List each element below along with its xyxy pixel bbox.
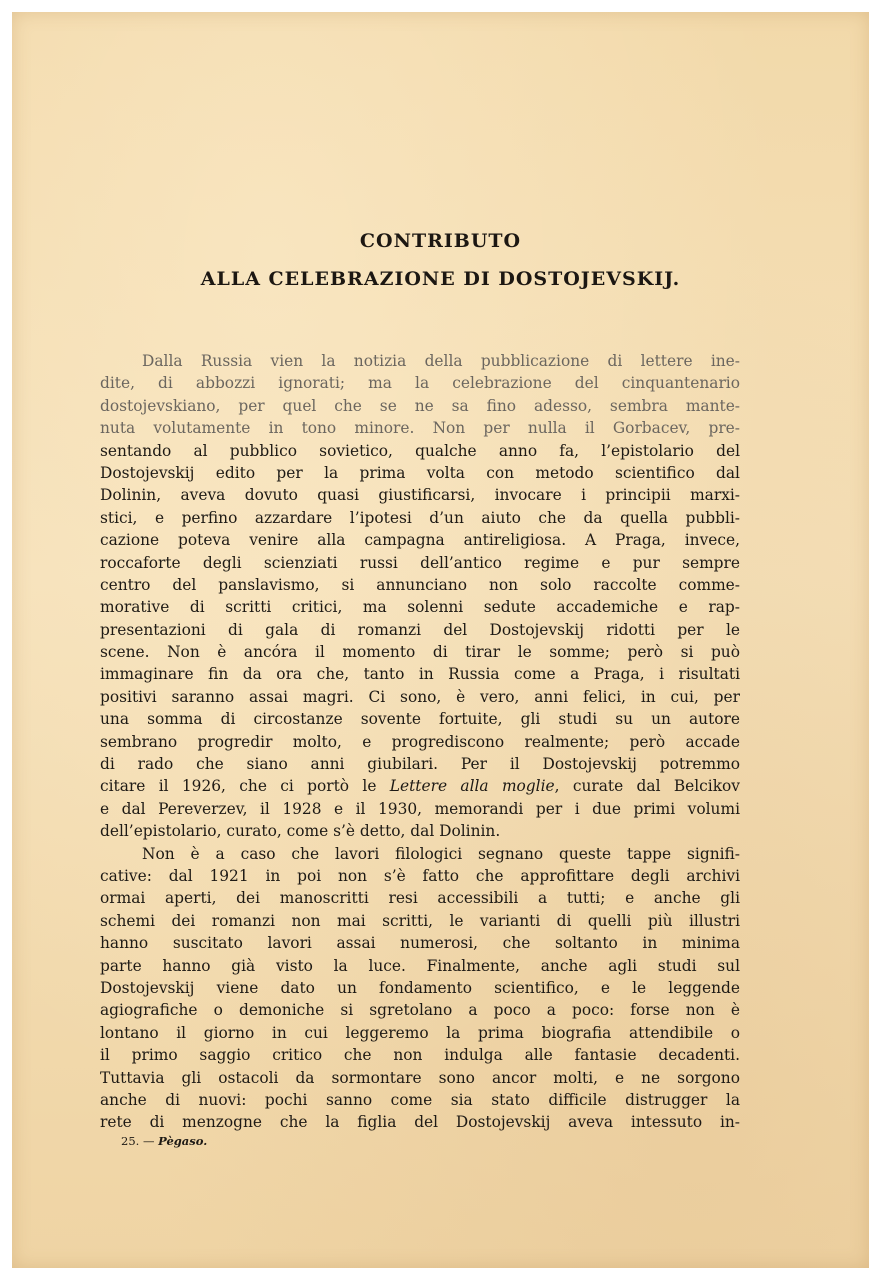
text-line: una somma di circostanze sovente fortuite, gli studi su un autore — [100, 710, 740, 729]
text-line: lontano il giorno in cui leggeremo la prima biografia attendibile o — [100, 1023, 740, 1042]
text-line — [100, 775, 740, 797]
publication-name: Pègaso. — [158, 1134, 208, 1148]
text-line: anche di nuovi: pochi sanno come sia stato difficile distrugger la — [100, 1090, 740, 1109]
text-line: nuta volutamente in tono minore. Non per nulla il Gorbacev, pre- — [100, 419, 740, 438]
text-line: parte hanno già visto la luce. Finalmente, anche agli studi sul — [100, 956, 740, 975]
text-segment: , curate dal Belcikov — [554, 777, 740, 796]
text-line: positivi saranno assai magri. Ci sono, è vero, anni felici, in cui, per — [100, 687, 740, 706]
text-line: sembrano progredir molto, e progrediscono realmente; però accade — [100, 732, 740, 751]
text-line: presentazioni di gala di romanzi del Dostojevskij ridotti per le — [100, 620, 740, 639]
text-line: dite, di abbozzi ignorati; ma la celebrazione del cinquantenario — [100, 374, 740, 393]
article-title-line-1: CONTRIBUTO — [359, 230, 522, 252]
text-segment: citare il 1926, che ci portò le — [100, 777, 390, 796]
text-line: Dostojevskij viene dato un fondamento scientifico, e le leggende — [100, 978, 740, 997]
text-line: schemi dei romanzi non mai scritti, le varianti di quelli più illustri — [100, 911, 740, 930]
text-line: dostojevskiano, per quel che se ne sa fino adesso, sembra mante- — [100, 396, 740, 415]
text-line: dell’epistolario, curato, come s’è detto, dal Dolinin. — [100, 822, 501, 841]
text-line: roccaforte degli scienziati russi dell’antico regime e pur sempre — [100, 553, 740, 572]
text-line: Non è a caso che lavori filologici segnano queste tappe signifi- — [142, 844, 740, 863]
text-line: Tuttavia gli ostacoli da sormontare sono ancor molti, e ne sorgono — [100, 1068, 740, 1087]
text-line: e dal Pereverzev, il 1928 e il 1930, memorandi per i due primi volumi — [100, 799, 740, 818]
text-line: rete di menzogne che la figlia del Dostojevskij aveva intessuto in- — [100, 1113, 740, 1132]
text-line: stici, e perfino azzardare l’ipotesi d’un aiuto che da quella pubbli- — [100, 508, 740, 527]
signature-mark: 25. — — [121, 1134, 155, 1148]
paragraph-2 — [100, 843, 740, 1134]
italic-book-title: Lettere alla moglie — [389, 777, 555, 796]
page-footer — [121, 1134, 207, 1148]
text-line: morative di scritti critici, ma solenni sedute accademiche e rap- — [100, 598, 740, 617]
text-line: Dolinin, aveva dovuto quasi giustificarsi, invocare i principii marxi- — [100, 486, 740, 505]
text-line: il primo saggio critico che non indulga alle fantasie decadenti. — [100, 1046, 740, 1065]
text-line: centro del panslavismo, si annunciano non solo raccolte comme- — [100, 575, 740, 594]
article-body — [100, 350, 740, 1134]
text-line: cazione poteva venire alla campagna antireligiosa. A Praga, invece, — [100, 531, 740, 550]
text-line: agiografiche o demoniche si sgretolano a poco a poco: forse non è — [100, 1001, 740, 1020]
text-line: Dalla Russia vien la notizia della pubblicazione di lettere ine- — [142, 352, 740, 370]
text-line: immaginare fin da ora che, tanto in Russia come a Praga, i risultati — [100, 665, 740, 684]
text-line: cative: dal 1921 in poi non s’è fatto che approfittare degli archivi — [100, 866, 740, 885]
text-line: sentando al pubblico sovietico, qualche anno fa, l’epistolario del — [100, 441, 740, 460]
text-line: scene. Non è ancóra il momento di tirar le somme; però si può — [100, 643, 740, 662]
paragraph-1 — [100, 350, 740, 843]
text-line: Dostojevskij edito per la prima volta con metodo scientifico dal — [100, 463, 740, 482]
text-line: di rado che siano anni giubilari. Per il Dostojevskij potremmo — [100, 755, 740, 774]
text-line: hanno suscitato lavori assai numerosi, che soltanto in minima — [100, 934, 740, 953]
page-sheet — [12, 12, 869, 1268]
article-title-line-2: ALLA CELEBRAZIONE DI DOSTOJEVSKIJ. — [200, 268, 681, 290]
text-line: ormai aperti, dei manoscritti resi accessibili a tutti; e anche gli — [100, 889, 740, 908]
